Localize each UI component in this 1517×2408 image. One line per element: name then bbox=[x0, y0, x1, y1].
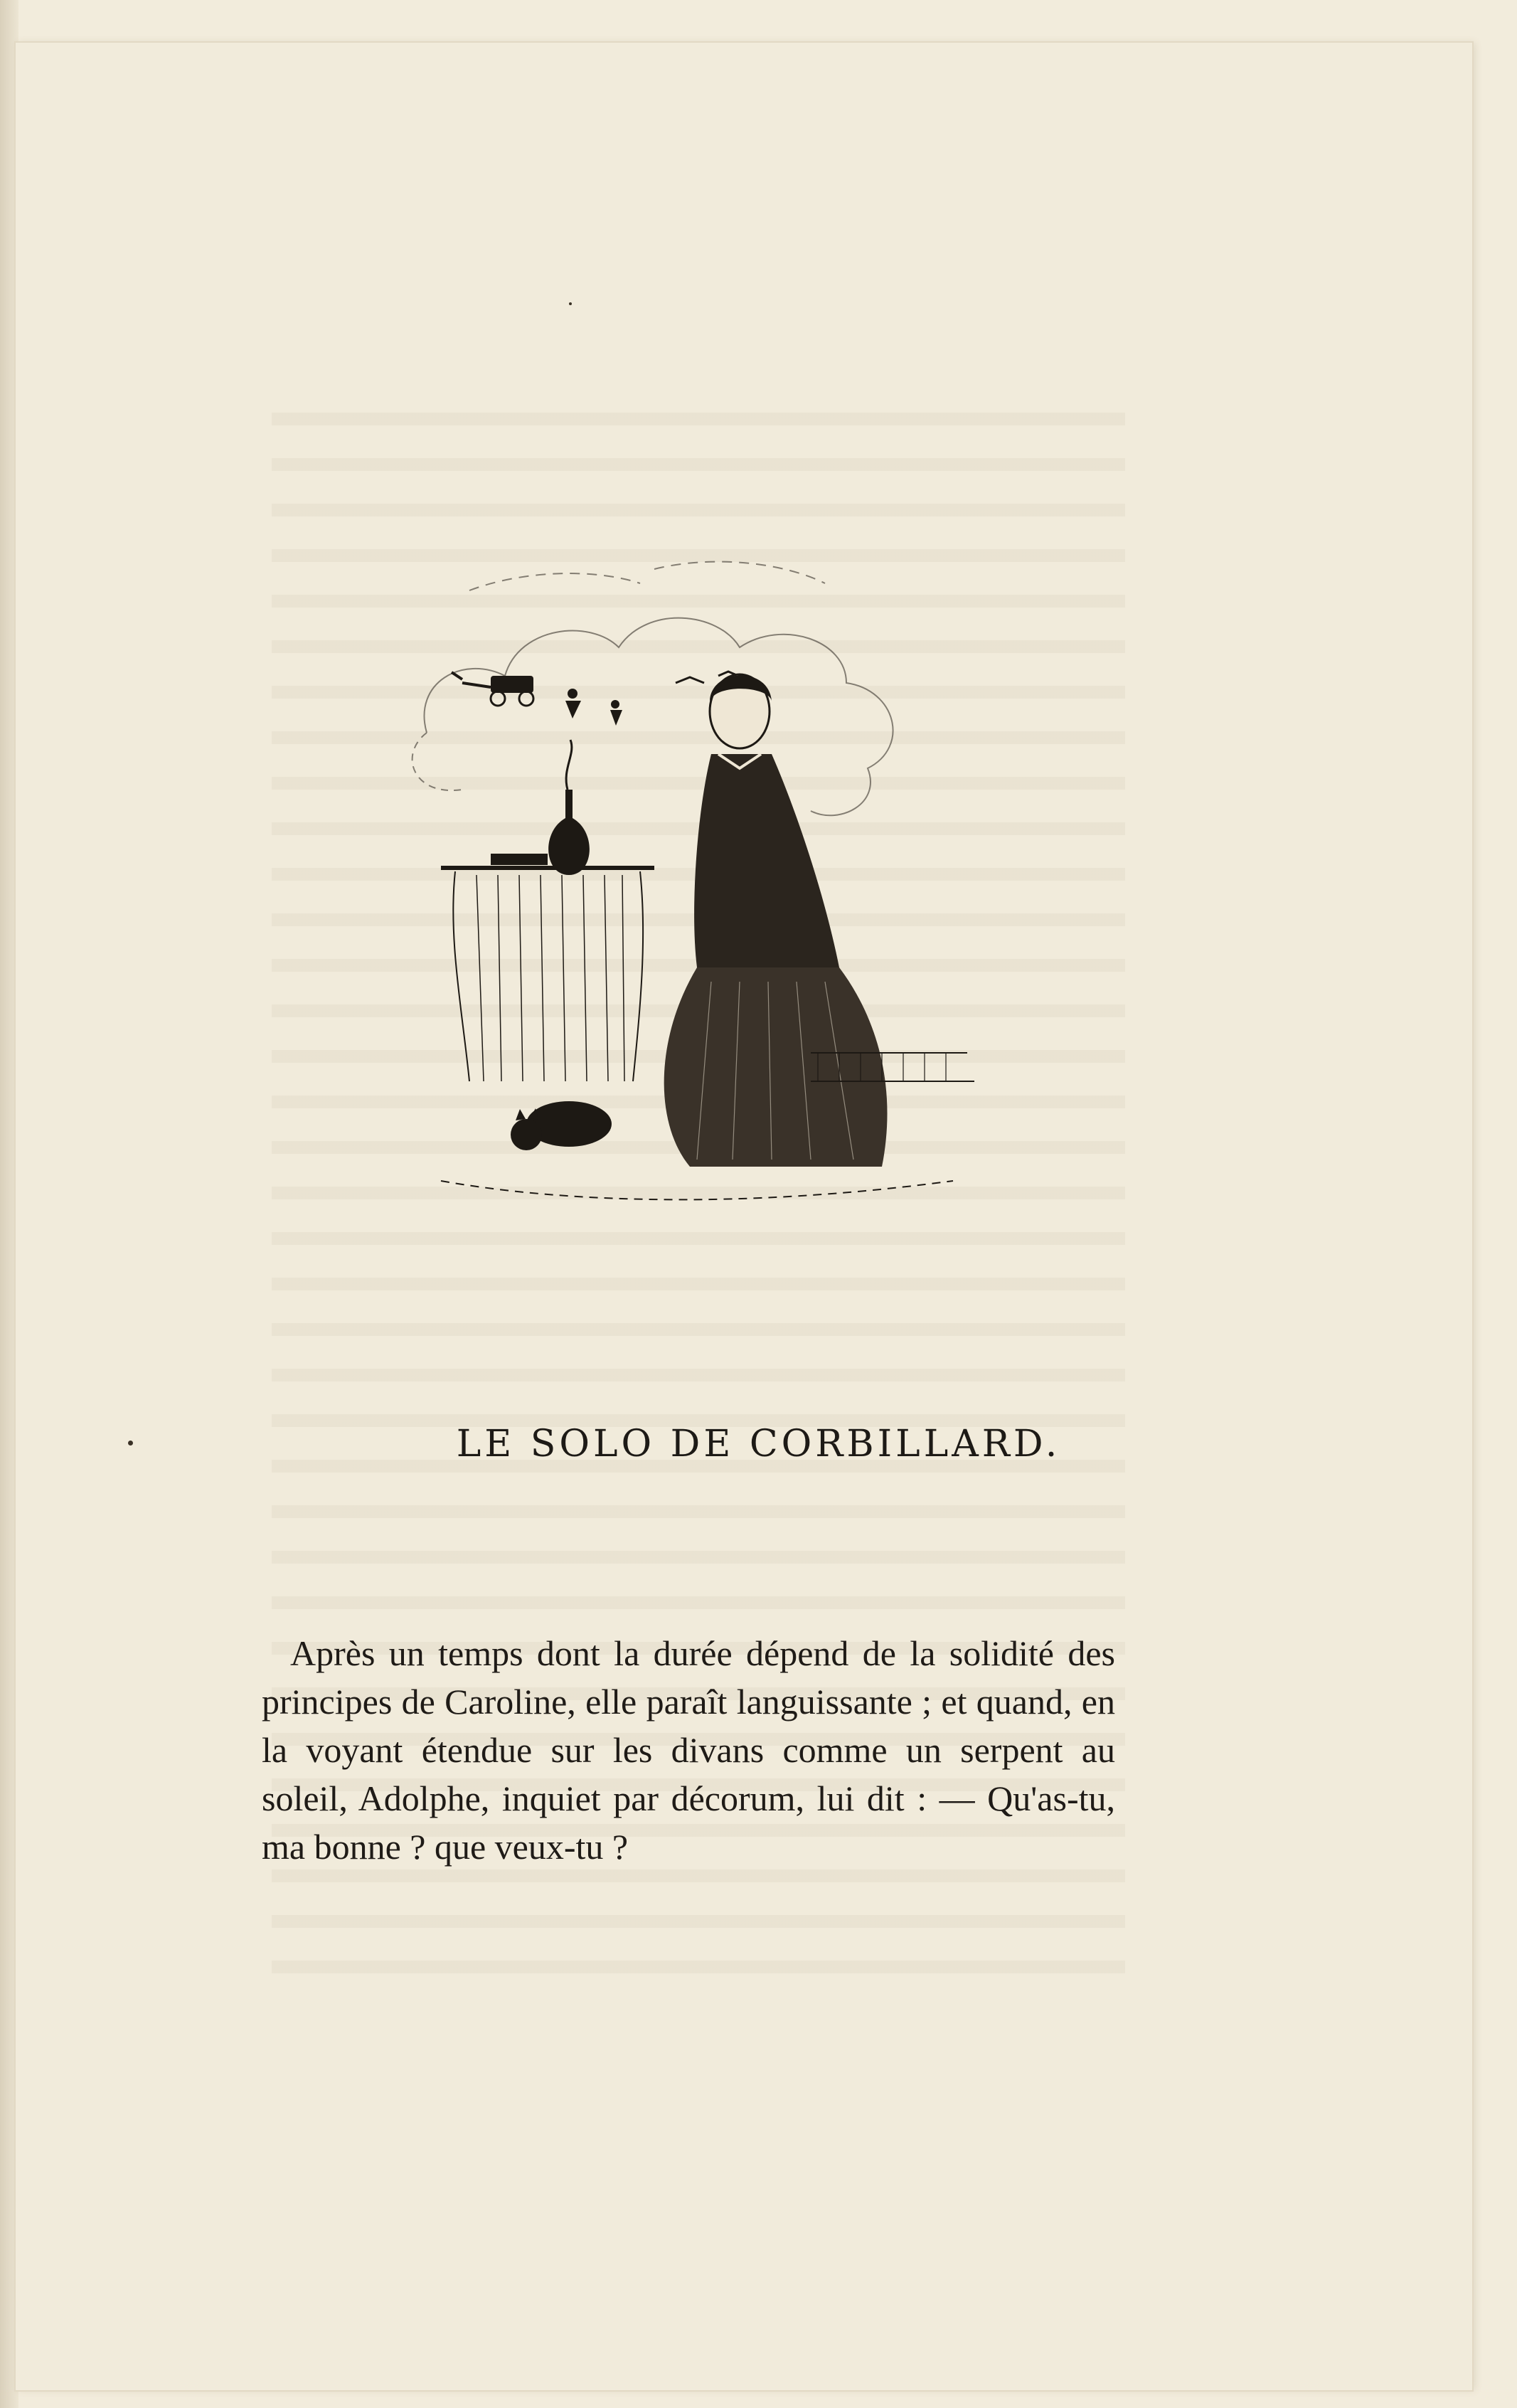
ink-speck bbox=[569, 302, 572, 305]
seated-woman-figure bbox=[664, 674, 888, 1167]
cat-icon bbox=[511, 1101, 612, 1150]
engraving-illustration bbox=[384, 541, 996, 1238]
table bbox=[441, 868, 654, 1081]
body-paragraph: Après un temps dont la durée dépend de la solidité des principes de Caroline, elle paraît languissante ; et quand, en la voyant étendue sur les divans comme un serpent au soleil, Adolphe, inquiet par décorum, lui dit : — Qu'as-tu, ma bonne ? que veux-tu ? bbox=[262, 1633, 1115, 1867]
chapter-title: LE SOLO DE CORBILLARD. bbox=[456, 1423, 1061, 1465]
vase-icon bbox=[548, 740, 590, 875]
books-icon bbox=[491, 854, 548, 865]
dream-cloud bbox=[412, 562, 893, 816]
hearse-carriage-icon bbox=[452, 672, 533, 706]
